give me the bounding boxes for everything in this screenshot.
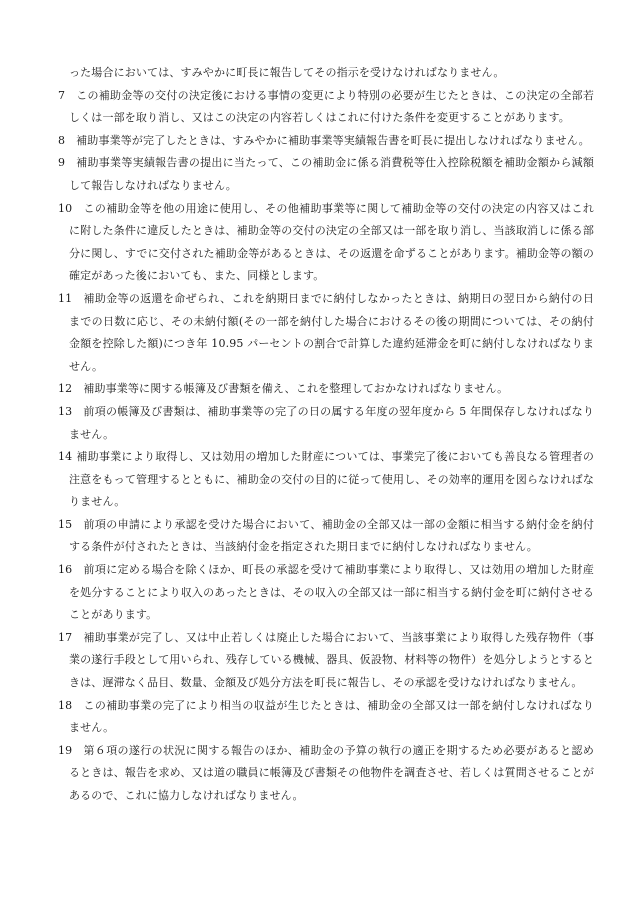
paragraph-number: 7 bbox=[58, 88, 66, 102]
paragraph-9 bbox=[58, 152, 594, 197]
paragraph-text: 前項の帳簿及び書類は、補助事業等の完了の日の属する年度の翌年度から 5 年間保存しなければなりません。 bbox=[69, 404, 594, 441]
paragraph-text: 補助事業が完了し、又は中止若しくは廃止した場合において、当該事業により取得した残存物件（事業の遂行手段として用いられ、残存している機械、器具、仮設物、材料等の物件）を処分しようとするときは、遅滞なく品目、数量、金額及び処分方法を町長に報告し、その承認を受けなければなりません。 bbox=[69, 630, 594, 690]
paragraph-text: 第６項の遂行の状況に関する報告のほか、補助金の予算の執行の適正を期するため必要があると認めるときは、報告を求め、又は道の職員に帳簿及び書類その他物件を調査させ、若しくは質問させることがあるので、これに協力しなければなりません。 bbox=[69, 743, 594, 802]
paragraph-number: 17 bbox=[58, 630, 73, 644]
paragraph-18 bbox=[58, 695, 594, 740]
paragraph-number: 14 bbox=[58, 450, 73, 464]
paragraph-text: 補助事業等に関する帳簿及び書類を備え、これを整理しておかなければなりません。 bbox=[83, 382, 509, 396]
paragraph-14 bbox=[58, 446, 594, 514]
paragraph-17 bbox=[58, 627, 594, 695]
paragraph-text: 補助金等の返還を命ぜられ、これを納期日までに納付しなかったときは、納期日の翌日から納付の日までの日数に応じ、その未納付額(その一部を納付した場合におけるその後の期間については、その納付金額を控除した額)につき年 10.95 パーセントの割合で計算した違約延滞金を町に納付しなければなりません。 bbox=[69, 291, 594, 373]
paragraph-number: 15 bbox=[58, 517, 73, 531]
paragraph-number: 18 bbox=[58, 698, 73, 712]
paragraph-text: 補助事業により取得し、又は効用の増加した財産については、事業完了後においても善良なる管理者の注意をもって管理するとともに、補助金の交付の目的に従って使用し、その効率的運用を図らなければなりません。 bbox=[69, 450, 594, 509]
paragraph-number: 16 bbox=[58, 563, 73, 577]
paragraph-10 bbox=[58, 198, 594, 288]
paragraph-number: 11 bbox=[58, 291, 73, 305]
paragraph-12 bbox=[58, 378, 594, 401]
paragraph-number: 12 bbox=[58, 382, 73, 396]
paragraph-number: 13 bbox=[58, 404, 73, 418]
document-page bbox=[58, 62, 594, 808]
paragraph-number: 19 bbox=[58, 743, 73, 757]
paragraph-16 bbox=[58, 559, 594, 627]
paragraph-text: 前項の申請により承認を受けた場合において、補助金の全部又は一部の金額に相当する納付金を納付する条件が付されたときは、当該納付金を指定された期日までに納付しなければなりません。 bbox=[69, 517, 594, 554]
paragraph-number: 8 bbox=[58, 133, 66, 147]
paragraph-15 bbox=[58, 514, 594, 559]
paragraph-text: この補助事業の完了により相当の収益が生じたときは、補助金の全部又は一部を納付しなければなりません。 bbox=[69, 698, 594, 735]
paragraph-text: 補助事業等実績報告書の提出に当たって、この補助金に係る消費税等仕入控除税額を補助金額から減額して報告しなければなりません。 bbox=[69, 156, 594, 192]
paragraph-continuation bbox=[58, 62, 594, 85]
paragraph-7 bbox=[58, 85, 594, 130]
paragraph-number: 10 bbox=[58, 201, 73, 215]
paragraph-text: この補助金等の交付の決定後における事情の変更により特別の必要が生じたときは、この決定の全部若しくは一部を取り消し、又はこの決定の内容若しくはこれに付けた条件を変更することがあります。 bbox=[69, 88, 594, 125]
paragraph-13 bbox=[58, 401, 594, 446]
paragraph-8 bbox=[58, 130, 594, 153]
paragraph-number: 9 bbox=[58, 156, 66, 170]
paragraph-text: った場合においては、すみやかに町長に報告してその指示を受けなければなりません。 bbox=[69, 66, 505, 79]
paragraph-19 bbox=[58, 740, 594, 808]
paragraph-11 bbox=[58, 288, 594, 378]
paragraph-text: 前項に定める場合を除くほか、町長の承認を受けて補助事業により取得し、又は効用の増加した財産を処分することにより収入のあったときは、その収入の全部又は一部に相当する納付金を町に納付させることがあります。 bbox=[69, 563, 594, 622]
paragraph-text: この補助金等を他の用途に使用し、その他補助事業等に関して補助金等の交付の決定の内容又はこれに附した条件に違反したときは、補助金等の交付の決定の全部又は一部を取り消し、当該取消しに係る部分に関し、すでに交付された補助金等があるときは、その返還を命ずることがあります。補助金等の額の確定があった後においても、また、同様とします。 bbox=[69, 201, 594, 283]
paragraph-text: 補助事業等が完了したときは、すみやかに補助事業等実績報告書を町長に提出しなければなりません。 bbox=[76, 133, 590, 147]
